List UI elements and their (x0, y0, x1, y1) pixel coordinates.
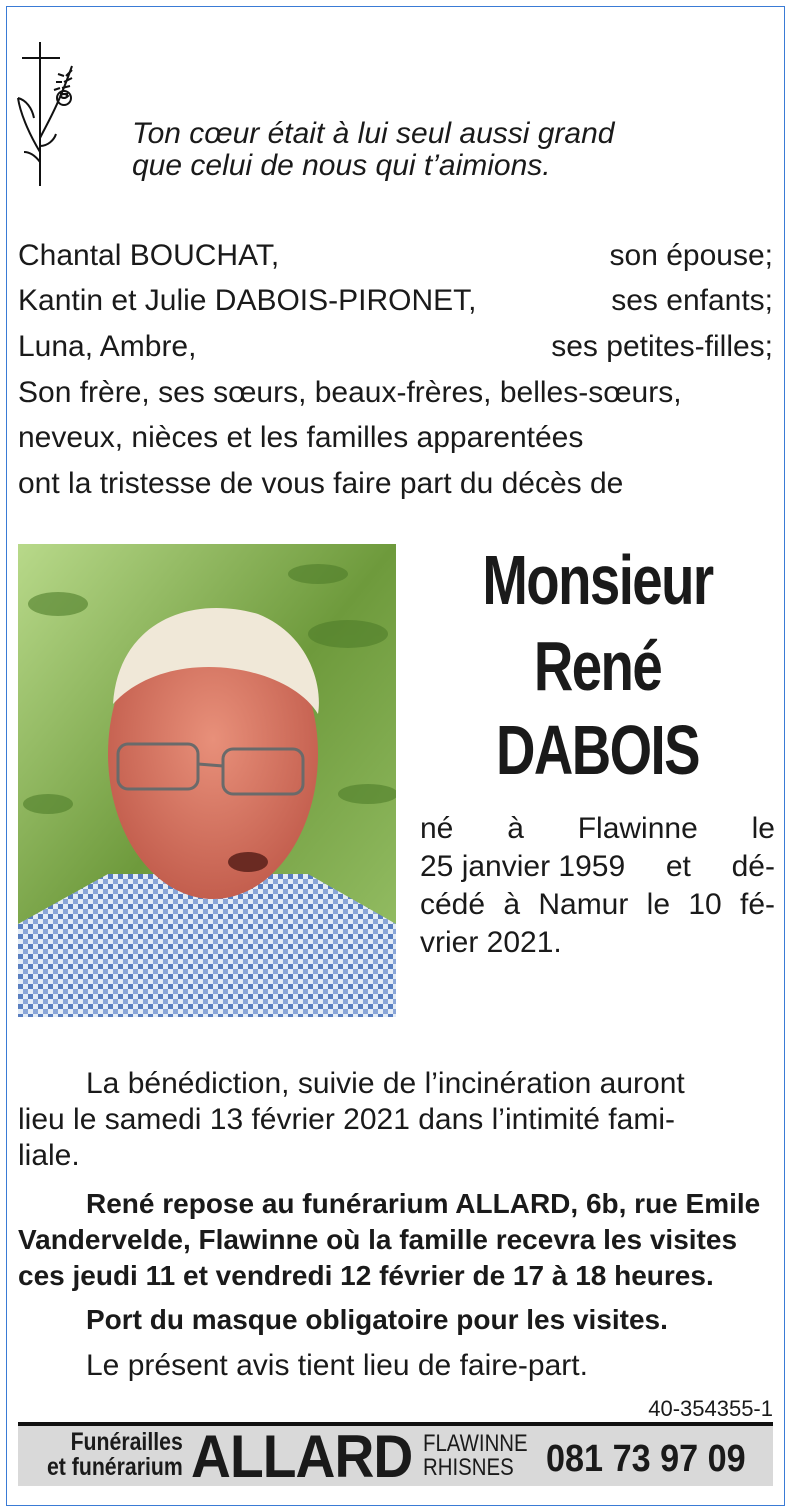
family-relation: ses enfants; (611, 284, 773, 317)
ceremony-paragraph (18, 1066, 773, 1174)
visitation-line: ces jeudi 11 et vendredi 12 février de 17 à 18 heures. (18, 1260, 714, 1291)
deceased-first-name: René (533, 627, 662, 705)
family-row (18, 236, 773, 276)
word: né (420, 812, 454, 845)
word: dé- (731, 850, 775, 883)
family-row (18, 327, 773, 367)
intro-line: ont la tristesse de vous faire part du décès de (18, 467, 624, 500)
quote-line-2: que celui de nous qui t’aimions. (132, 149, 551, 182)
word: à (507, 812, 524, 845)
word: cédé (420, 888, 486, 921)
final-note: Le présent avis tient lieu de faire-part. (86, 1349, 588, 1382)
mask-notice: Port du masque obligatoire pour les visites. (86, 1304, 668, 1335)
word: 25 janvier 1959 (420, 850, 626, 883)
intro-line: Son frère, ses sœurs, beaux-frères, belles-sœurs, (18, 376, 682, 409)
portrait-photo (18, 544, 396, 1017)
word: Flawinne (577, 812, 698, 845)
visitation-line: Vandervelde, Flawinne où la famille recevra les visites (18, 1224, 738, 1255)
family-relation: ses petites-filles; (551, 330, 773, 363)
quote-line-1: Ton cœur était à lui seul aussi grand (132, 117, 615, 150)
quote (132, 118, 614, 182)
deceased-last-name: DABOIS (496, 711, 699, 789)
family-row (18, 281, 773, 321)
visitation-line: René repose au funérarium ALLARD, 6b, rue Emile (86, 1188, 761, 1219)
word: 10 (688, 888, 722, 921)
footer-line: et funérarium (47, 1453, 183, 1481)
ceremony-line: La bénédiction, suivie de l’incinération auront (86, 1067, 685, 1100)
word: et (665, 850, 691, 883)
word: le (646, 888, 671, 921)
family-name: Chantal BOUCHAT, (18, 239, 280, 272)
intro-line: neveux, nièces et les familles apparentées (18, 421, 584, 454)
cross-with-flowers-icon (14, 42, 80, 188)
deceased-title: Monsieur (482, 541, 713, 619)
phone-number: 081 73 97 09 (546, 1438, 746, 1480)
funeral-home-footer (18, 1423, 773, 1490)
reference-number: 40-354355-1 (648, 1396, 773, 1421)
footer-line: Funérailles (70, 1428, 183, 1456)
word: Namur (538, 888, 629, 921)
family-name: Kantin et Julie DABOIS-PIRONET, (18, 284, 477, 317)
funeral-home-towns (423, 1432, 528, 1480)
family-name: Luna, Ambre, (18, 330, 197, 363)
word: fé- (739, 888, 775, 921)
funeral-home-brand: ALLARD (191, 1423, 413, 1490)
word: vrier 2021. (420, 926, 562, 959)
birth-death-text (420, 810, 775, 962)
word: le (751, 812, 775, 845)
ceremony-line: lieu le samedi 13 février 2021 dans l’intimité fami- (18, 1103, 675, 1136)
town: FLAWINNE (423, 1430, 528, 1457)
ceremony-line: liale. (18, 1139, 80, 1172)
town: RHISNES (423, 1454, 514, 1481)
word: à (503, 888, 521, 921)
funeral-home-services (47, 1430, 183, 1480)
visitation-paragraph (18, 1186, 773, 1294)
family-relation: son épouse; (609, 239, 773, 272)
